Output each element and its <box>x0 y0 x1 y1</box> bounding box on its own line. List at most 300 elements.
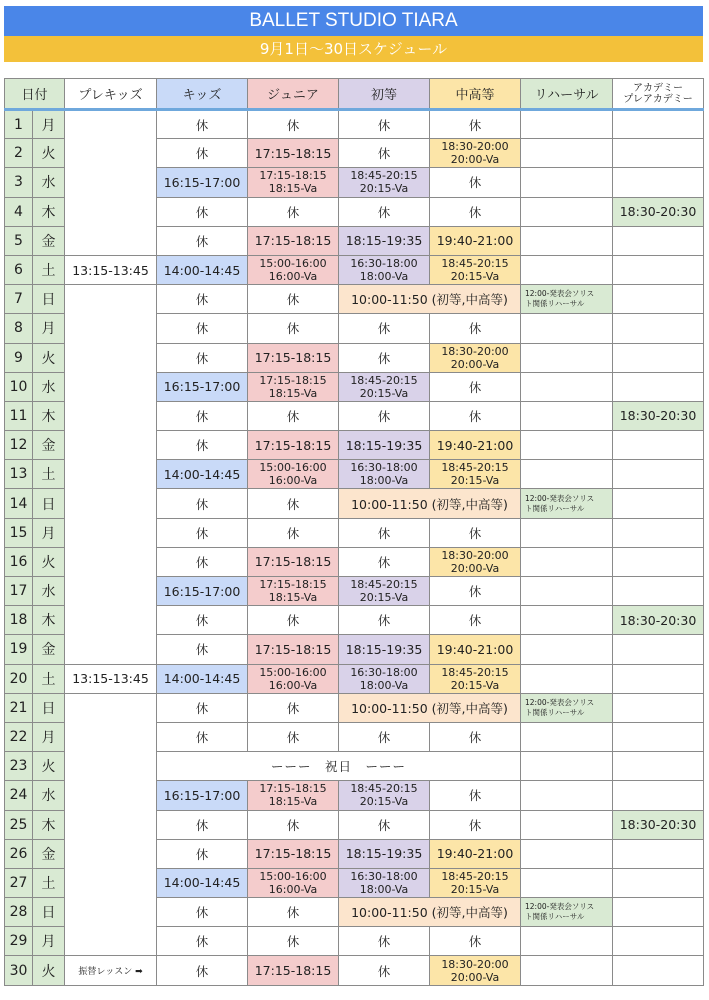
shoto-cell: 休 <box>339 401 430 430</box>
header-row <box>5 79 704 110</box>
shoto-cell: 休 <box>339 314 430 343</box>
rehearsal-cell <box>521 314 613 343</box>
rehearsal-cell <box>521 810 613 839</box>
kids-cell: 休 <box>157 285 248 314</box>
chuko-cell: 休 <box>430 314 521 343</box>
shoto-cell: 休 <box>339 810 430 839</box>
kids-cell: 休 <box>157 693 248 722</box>
shoto-cell <box>339 372 430 401</box>
chuko-cell <box>430 460 521 489</box>
weekday: 日 <box>33 898 65 927</box>
rehearsal-line: 12:00-発表会ソリス <box>525 289 595 299</box>
shoto-line: 20:15-Va <box>359 386 409 400</box>
day-number: 27 <box>5 868 33 897</box>
rehearsal-cell <box>521 168 613 197</box>
kids-cell: 16:15-17:00 <box>157 168 248 197</box>
academy-cell <box>613 168 704 197</box>
rehearsal-cell <box>521 372 613 401</box>
shoto-cell <box>339 664 430 693</box>
day-number: 13 <box>5 460 33 489</box>
day-number: 18 <box>5 606 33 635</box>
shoto-line: 20:15-Va <box>359 182 409 196</box>
weekday: 日 <box>33 285 65 314</box>
day-number: 15 <box>5 518 33 547</box>
weekday: 月 <box>33 518 65 547</box>
rehearsal-cell <box>521 956 613 985</box>
kids-cell: 16:15-17:00 <box>157 577 248 606</box>
header-date: 日付 <box>5 79 65 110</box>
weekday: 日 <box>33 489 65 518</box>
junior-cell: 休 <box>248 401 339 430</box>
sunday-class-cell: 10:00-11:50 (初等,中高等) <box>339 285 521 314</box>
academy-cell <box>613 285 704 314</box>
shoto-line: 16:30-18:00 <box>350 461 418 475</box>
kids-cell: 休 <box>157 489 248 518</box>
junior-cell: 17:15-18:15 <box>248 839 339 868</box>
academy-cell <box>613 781 704 810</box>
junior-cell: 休 <box>248 110 339 139</box>
kids-cell: 休 <box>157 343 248 372</box>
kids-cell: 休 <box>157 606 248 635</box>
weekday: 水 <box>33 577 65 606</box>
junior-cell: 17:15-18:15 <box>248 956 339 985</box>
academy-cell <box>613 343 704 372</box>
holiday-cell: ーーー 祝日 ーーー <box>157 752 521 781</box>
rehearsal-cell <box>521 722 613 751</box>
shoto-cell: 18:15-19:35 <box>339 431 430 460</box>
rehearsal-cell <box>521 285 613 314</box>
academy-cell <box>613 635 704 664</box>
chuko-cell: 19:40-21:00 <box>430 635 521 664</box>
academy-cell <box>613 898 704 927</box>
academy-cell <box>613 489 704 518</box>
header-prekids: プレキッズ <box>65 79 157 110</box>
day-number: 21 <box>5 693 33 722</box>
day-number: 16 <box>5 547 33 576</box>
junior-line: 17:15-18:15 <box>259 578 327 592</box>
rehearsal-line: ト関係リハーサル <box>525 299 585 309</box>
day-number: 29 <box>5 927 33 956</box>
makeup-label: 振替レッスン <box>78 967 133 978</box>
academy-cell <box>613 431 704 460</box>
weekday: 水 <box>33 781 65 810</box>
chuko-line: 20:15-Va <box>450 270 500 284</box>
studio-title: BALLET STUDIO TIARA <box>4 6 703 36</box>
chuko-cell: 休 <box>430 927 521 956</box>
junior-cell <box>248 460 339 489</box>
weekday: 土 <box>33 460 65 489</box>
weekday: 水 <box>33 168 65 197</box>
junior-line: 16:00-Va <box>268 882 318 896</box>
weekday: 火 <box>33 547 65 576</box>
day-number: 20 <box>5 664 33 693</box>
kids-cell: 休 <box>157 197 248 226</box>
shoto-line: 18:45-20:15 <box>350 578 418 592</box>
chuko-line: 20:15-Va <box>450 474 500 488</box>
shoto-cell: 休 <box>339 606 430 635</box>
day-number: 11 <box>5 401 33 430</box>
day-number: 3 <box>5 168 33 197</box>
header-kids: キッズ <box>157 79 248 110</box>
chuko-cell: 休 <box>430 168 521 197</box>
day-number: 6 <box>5 255 33 284</box>
shoto-line: 18:45-20:15 <box>350 169 418 183</box>
kids-cell: 休 <box>157 431 248 460</box>
sunday-class-cell: 10:00-11:50 (初等,中高等) <box>339 489 521 518</box>
kids-cell: 休 <box>157 810 248 839</box>
rehearsal-cell <box>521 110 613 139</box>
shoto-cell <box>339 577 430 606</box>
day-number: 22 <box>5 722 33 751</box>
shoto-cell: 18:15-19:35 <box>339 226 430 255</box>
chuko-cell: 休 <box>430 781 521 810</box>
academy-cell <box>613 722 704 751</box>
rehearsal-line: 12:00-発表会ソリス <box>525 493 595 503</box>
day-number: 10 <box>5 372 33 401</box>
junior-cell <box>248 664 339 693</box>
weekday: 月 <box>33 927 65 956</box>
kids-cell: 休 <box>157 547 248 576</box>
kids-cell: 休 <box>157 898 248 927</box>
weekday: 金 <box>33 431 65 460</box>
weekday: 金 <box>33 226 65 255</box>
junior-cell: 休 <box>248 693 339 722</box>
chuko-cell: 休 <box>430 577 521 606</box>
shoto-line: 18:00-Va <box>359 678 409 692</box>
chuko-line: 18:30-20:00 <box>441 344 509 358</box>
junior-line: 15:00-16:00 <box>259 665 327 679</box>
schedule-table <box>4 78 704 986</box>
junior-line: 18:15-Va <box>268 795 318 809</box>
rehearsal-cell <box>521 226 613 255</box>
junior-line: 18:15-Va <box>268 591 318 605</box>
chuko-line: 20:00-Va <box>450 357 500 371</box>
junior-cell: 17:15-18:15 <box>248 343 339 372</box>
junior-cell: 休 <box>248 722 339 751</box>
junior-cell: 17:15-18:15 <box>248 226 339 255</box>
makeup-lesson-note <box>65 956 157 985</box>
day-number: 14 <box>5 489 33 518</box>
weekday: 木 <box>33 810 65 839</box>
prekids-blank <box>65 110 157 256</box>
shoto-cell <box>339 255 430 284</box>
day-row <box>5 693 704 722</box>
kids-cell: 休 <box>157 401 248 430</box>
chuko-line: 20:00-Va <box>450 561 500 575</box>
academy-cell <box>613 956 704 985</box>
chuko-cell <box>430 664 521 693</box>
academy-cell <box>613 868 704 897</box>
junior-cell: 休 <box>248 927 339 956</box>
academy-cell <box>613 664 704 693</box>
day-number: 23 <box>5 752 33 781</box>
shoto-line: 18:45-20:15 <box>350 373 418 387</box>
rehearsal-cell <box>521 752 613 781</box>
weekday: 金 <box>33 839 65 868</box>
academy-cell <box>613 372 704 401</box>
shoto-cell: 休 <box>339 197 430 226</box>
kids-cell: 14:00-14:45 <box>157 664 248 693</box>
shoto-line: 18:00-Va <box>359 474 409 488</box>
junior-cell: 休 <box>248 197 339 226</box>
rehearsal-cell <box>521 927 613 956</box>
header-chuko: 中高等 <box>430 79 521 110</box>
academy-cell <box>613 518 704 547</box>
sunday-class-cell: 10:00-11:50 (初等,中高等) <box>339 693 521 722</box>
chuko-cell: 休 <box>430 518 521 547</box>
rehearsal-cell <box>521 197 613 226</box>
day-number: 5 <box>5 226 33 255</box>
chuko-cell: 19:40-21:00 <box>430 431 521 460</box>
day-row <box>5 255 704 284</box>
chuko-line: 18:30-20:00 <box>441 140 509 154</box>
academy-cell <box>613 693 704 722</box>
shoto-line: 18:45-20:15 <box>350 782 418 796</box>
junior-cell: 休 <box>248 810 339 839</box>
kids-cell: 休 <box>157 139 248 168</box>
shoto-cell: 18:15-19:35 <box>339 839 430 868</box>
chuko-cell <box>430 956 521 985</box>
junior-line: 16:00-Va <box>268 270 318 284</box>
day-number: 24 <box>5 781 33 810</box>
chuko-line: 20:15-Va <box>450 678 500 692</box>
chuko-cell: 休 <box>430 110 521 139</box>
day-number: 1 <box>5 110 33 139</box>
shoto-line: 20:15-Va <box>359 795 409 809</box>
day-number: 25 <box>5 810 33 839</box>
rehearsal-cell <box>521 139 613 168</box>
rehearsal-cell <box>521 547 613 576</box>
chuko-line: 18:45-20:15 <box>441 869 509 883</box>
weekday: 土 <box>33 868 65 897</box>
junior-line: 15:00-16:00 <box>259 257 327 271</box>
chuko-line: 20:15-Va <box>450 882 500 896</box>
day-number: 2 <box>5 139 33 168</box>
sunday-class-cell: 10:00-11:50 (初等,中高等) <box>339 898 521 927</box>
day-number: 9 <box>5 343 33 372</box>
weekday: 火 <box>33 956 65 985</box>
junior-cell <box>248 372 339 401</box>
chuko-cell: 休 <box>430 401 521 430</box>
rehearsal-cell <box>521 460 613 489</box>
day-row <box>5 110 704 139</box>
kids-cell: 休 <box>157 110 248 139</box>
rehearsal-cell <box>521 401 613 430</box>
rehearsal-cell <box>521 606 613 635</box>
weekday: 日 <box>33 693 65 722</box>
junior-cell: 休 <box>248 898 339 927</box>
shoto-cell: 休 <box>339 956 430 985</box>
rehearsal-cell <box>521 898 613 927</box>
shoto-cell: 休 <box>339 518 430 547</box>
header-academy-line2: プレアカデミー <box>623 93 693 105</box>
weekday: 月 <box>33 722 65 751</box>
header-rehearsal: リハーサル <box>521 79 613 110</box>
academy-cell <box>613 927 704 956</box>
shoto-cell <box>339 168 430 197</box>
academy-cell <box>613 314 704 343</box>
junior-line: 16:00-Va <box>268 678 318 692</box>
weekday: 金 <box>33 635 65 664</box>
day-number: 28 <box>5 898 33 927</box>
junior-cell <box>248 577 339 606</box>
chuko-line: 18:45-20:15 <box>441 461 509 475</box>
chuko-cell <box>430 547 521 576</box>
header-junior: ジュニア <box>248 79 339 110</box>
rehearsal-line: ト関係リハーサル <box>525 912 585 922</box>
weekday: 水 <box>33 372 65 401</box>
chuko-cell <box>430 343 521 372</box>
chuko-line: 20:00-Va <box>450 970 500 984</box>
rehearsal-cell <box>521 839 613 868</box>
chuko-cell <box>430 868 521 897</box>
kids-cell: 休 <box>157 518 248 547</box>
academy-cell <box>613 226 704 255</box>
rehearsal-cell <box>521 518 613 547</box>
weekday: 土 <box>33 664 65 693</box>
junior-line: 18:15-Va <box>268 182 318 196</box>
shoto-line: 20:15-Va <box>359 591 409 605</box>
rehearsal-cell <box>521 489 613 518</box>
chuko-cell: 休 <box>430 197 521 226</box>
rehearsal-line: ト関係リハーサル <box>525 503 585 513</box>
rehearsal-cell <box>521 664 613 693</box>
shoto-cell: 休 <box>339 139 430 168</box>
day-number: 30 <box>5 956 33 985</box>
junior-cell <box>248 168 339 197</box>
rehearsal-cell <box>521 635 613 664</box>
academy-cell: 18:30-20:30 <box>613 606 704 635</box>
day-number: 4 <box>5 197 33 226</box>
rehearsal-line: 12:00-発表会ソリス <box>525 697 595 707</box>
chuko-cell: 休 <box>430 810 521 839</box>
day-number: 17 <box>5 577 33 606</box>
shoto-cell <box>339 781 430 810</box>
rehearsal-cell <box>521 868 613 897</box>
junior-cell: 休 <box>248 518 339 547</box>
rehearsal-line: ト関係リハーサル <box>525 707 585 717</box>
kids-cell: 16:15-17:00 <box>157 372 248 401</box>
shoto-cell <box>339 460 430 489</box>
rehearsal-cell <box>521 693 613 722</box>
rehearsal-line: 12:00-発表会ソリス <box>525 902 595 912</box>
academy-cell <box>613 110 704 139</box>
day-number: 8 <box>5 314 33 343</box>
academy-cell <box>613 577 704 606</box>
shoto-line: 18:00-Va <box>359 882 409 896</box>
chuko-line: 18:30-20:00 <box>441 957 509 971</box>
academy-cell <box>613 139 704 168</box>
shoto-cell: 休 <box>339 927 430 956</box>
junior-cell <box>248 255 339 284</box>
arrow-right-icon: ➡ <box>135 967 143 978</box>
shoto-cell: 休 <box>339 343 430 372</box>
junior-line: 17:15-18:15 <box>259 373 327 387</box>
rehearsal-cell <box>521 431 613 460</box>
junior-cell: 休 <box>248 606 339 635</box>
kids-cell: 休 <box>157 956 248 985</box>
academy-cell: 18:30-20:30 <box>613 197 704 226</box>
academy-cell <box>613 839 704 868</box>
junior-cell: 休 <box>248 285 339 314</box>
junior-cell: 17:15-18:15 <box>248 431 339 460</box>
kids-cell: 休 <box>157 226 248 255</box>
header-shoto: 初等 <box>339 79 430 110</box>
weekday: 火 <box>33 343 65 372</box>
day-row <box>5 285 704 314</box>
shoto-line: 16:30-18:00 <box>350 665 418 679</box>
junior-cell <box>248 781 339 810</box>
chuko-cell <box>430 255 521 284</box>
chuko-line: 18:30-20:00 <box>441 548 509 562</box>
prekids-cell: 13:15-13:45 <box>65 664 157 693</box>
header-academy-line1: アカデミー <box>633 82 683 94</box>
rehearsal-cell <box>521 781 613 810</box>
academy-cell: 18:30-20:30 <box>613 810 704 839</box>
academy-cell <box>613 255 704 284</box>
rehearsal-cell <box>521 343 613 372</box>
rehearsal-cell <box>521 577 613 606</box>
shoto-line: 16:30-18:00 <box>350 869 418 883</box>
chuko-cell: 19:40-21:00 <box>430 226 521 255</box>
weekday: 木 <box>33 401 65 430</box>
day-number: 7 <box>5 285 33 314</box>
academy-cell <box>613 547 704 576</box>
kids-cell: 14:00-14:45 <box>157 460 248 489</box>
header-academy <box>613 79 704 110</box>
junior-cell: 休 <box>248 489 339 518</box>
kids-cell: 休 <box>157 314 248 343</box>
academy-cell <box>613 752 704 781</box>
prekids-blank <box>65 285 157 664</box>
junior-cell: 17:15-18:15 <box>248 547 339 576</box>
chuko-cell: 休 <box>430 722 521 751</box>
academy-cell <box>613 460 704 489</box>
day-number: 19 <box>5 635 33 664</box>
junior-line: 15:00-16:00 <box>259 869 327 883</box>
kids-cell: 休 <box>157 927 248 956</box>
weekday: 月 <box>33 110 65 139</box>
weekday: 月 <box>33 314 65 343</box>
kids-cell: 16:15-17:00 <box>157 781 248 810</box>
kids-cell: 休 <box>157 839 248 868</box>
junior-line: 18:15-Va <box>268 386 318 400</box>
chuko-cell <box>430 139 521 168</box>
chuko-line: 20:00-Va <box>450 153 500 167</box>
weekday: 土 <box>33 255 65 284</box>
prekids-cell: 13:15-13:45 <box>65 255 157 284</box>
kids-cell: 14:00-14:45 <box>157 255 248 284</box>
schedule-subtitle: 9月1日〜30日スケジュール <box>4 36 703 62</box>
junior-cell: 17:15-18:15 <box>248 635 339 664</box>
junior-line: 17:15-18:15 <box>259 169 327 183</box>
shoto-cell <box>339 868 430 897</box>
kids-cell: 14:00-14:45 <box>157 868 248 897</box>
day-number: 12 <box>5 431 33 460</box>
junior-cell: 休 <box>248 314 339 343</box>
shoto-cell: 休 <box>339 722 430 751</box>
kids-cell: 休 <box>157 722 248 751</box>
chuko-line: 18:45-20:15 <box>441 257 509 271</box>
shoto-cell: 休 <box>339 547 430 576</box>
rehearsal-cell <box>521 255 613 284</box>
shoto-line: 18:00-Va <box>359 270 409 284</box>
weekday: 木 <box>33 197 65 226</box>
junior-line: 17:15-18:15 <box>259 782 327 796</box>
chuko-cell: 休 <box>430 606 521 635</box>
prekids-blank <box>65 693 157 956</box>
junior-line: 15:00-16:00 <box>259 461 327 475</box>
